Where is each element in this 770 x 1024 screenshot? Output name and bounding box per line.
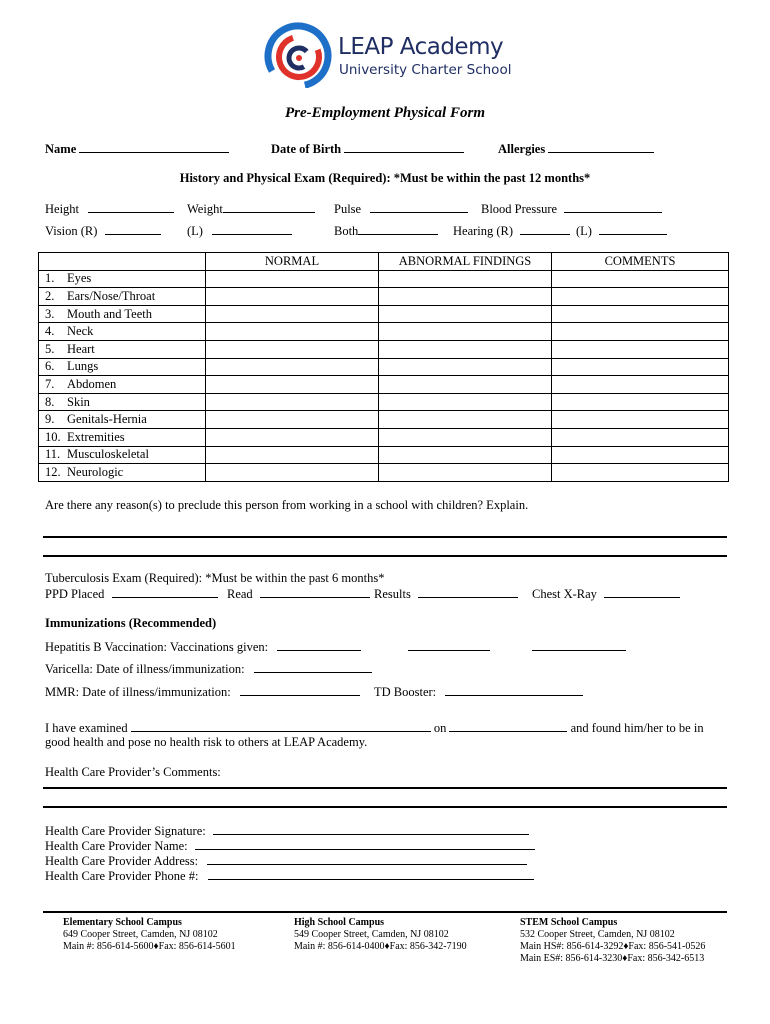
name-label: Name [45, 142, 77, 156]
hepatitis-b-dose-3[interactable] [532, 639, 626, 655]
provider-name-field[interactable] [45, 838, 535, 854]
explain-line-1[interactable] [43, 536, 727, 538]
comments-cell[interactable] [552, 305, 729, 323]
vision-right-label: Vision (R) [45, 224, 98, 238]
footer-elementary-address: 649 Cooper Street, Camden, NJ 08102 [63, 929, 218, 940]
abnormal-findings-cell[interactable] [379, 305, 552, 323]
footer-stem-title: STEM School Campus [520, 917, 618, 928]
provider-signature-field[interactable] [45, 823, 529, 839]
explain-line-2[interactable] [43, 555, 727, 557]
normal-cell[interactable] [206, 323, 379, 341]
provider-phone-field[interactable] [45, 868, 534, 884]
weight-field[interactable] [187, 201, 315, 217]
preclude-question: Are there any reason(s) to preclude this person from working in a school with children? Explain. [45, 498, 529, 512]
exam-item-label: Heart [67, 341, 95, 356]
normal-cell[interactable] [206, 270, 379, 288]
exam-item-label: Ears/Nose/Throat [67, 288, 156, 303]
chest-xray-field[interactable] [532, 586, 680, 602]
provider-address-field[interactable] [45, 853, 527, 869]
exam-item-label: Extremities [67, 429, 125, 444]
vision-both-field[interactable] [334, 223, 438, 239]
examined-line-2: good health and pose no health risk to others at LEAP Academy. [45, 735, 368, 749]
exam-item-cell [39, 428, 206, 446]
abnormal-findings-cell[interactable] [379, 270, 552, 288]
exam-item-cell [39, 340, 206, 358]
table-row [39, 411, 729, 429]
normal-cell[interactable] [206, 358, 379, 376]
table-row [39, 464, 729, 482]
varicella-label: Varicella: Date of illness/immunization: [45, 662, 245, 676]
abnormal-findings-cell[interactable] [379, 464, 552, 482]
exam-item-number: 8. [45, 394, 55, 409]
provider-phone-label: Health Care Provider Phone #: [45, 869, 199, 883]
examined-statement[interactable] [45, 720, 704, 736]
normal-cell[interactable] [206, 411, 379, 429]
exam-item-cell [39, 446, 206, 464]
dob-field[interactable] [271, 141, 464, 157]
normal-cell[interactable] [206, 376, 379, 394]
hepatitis-b-dose-2[interactable] [408, 639, 490, 655]
footer-divider [43, 911, 727, 913]
td-booster-label: TD Booster: [374, 685, 437, 699]
table-row [39, 446, 729, 464]
exam-item-number: 1. [45, 271, 55, 286]
tb-heading: Tuberculosis Exam (Required): *Must be within the past 6 months* [45, 571, 385, 585]
exam-item-label: Genitals-Hernia [67, 412, 147, 427]
comments-cell[interactable] [552, 358, 729, 376]
abnormal-findings-cell[interactable] [379, 446, 552, 464]
exam-item-number: 12. [45, 464, 61, 479]
exam-item-label: Neck [67, 324, 94, 339]
hearing-left-label: (L) [576, 224, 592, 238]
comments-cell[interactable] [552, 428, 729, 446]
hepatitis-b-label: Hepatitis B Vaccination: Vaccinations given: [45, 640, 269, 654]
exam-item-cell [39, 305, 206, 323]
normal-cell[interactable] [206, 464, 379, 482]
chest-xray-label: Chest X-Ray [532, 587, 597, 601]
table-row [39, 270, 729, 288]
hepatitis-b-field[interactable] [45, 639, 361, 655]
footer-high-school [294, 917, 467, 953]
exam-item-cell [39, 411, 206, 429]
spiral-logo-icon [262, 22, 332, 88]
footer-high-school-title: High School Campus [294, 917, 385, 928]
footer-elementary [63, 917, 236, 953]
dob-label: Date of Birth [271, 142, 342, 156]
abnormal-findings-cell[interactable] [379, 323, 552, 341]
table-header-normal: NORMAL [206, 253, 379, 271]
provider-name-label: Health Care Provider Name: [45, 839, 188, 853]
exam-item-cell [39, 464, 206, 482]
comments-cell[interactable] [552, 340, 729, 358]
exam-item-label: Abdomen [67, 376, 117, 391]
exam-item-label: Mouth and Teeth [67, 306, 152, 321]
table-header-blank [39, 253, 206, 271]
exam-item-cell [39, 358, 206, 376]
table-row [39, 323, 729, 341]
allergies-label: Allergies [498, 142, 546, 156]
comments-line-2[interactable] [43, 806, 727, 808]
comments-cell[interactable] [552, 270, 729, 288]
exam-item-number: 2. [45, 288, 55, 303]
immunizations-heading: Immunizations (Recommended) [45, 616, 217, 630]
comments-cell[interactable] [552, 376, 729, 394]
exam-item-number: 7. [45, 376, 55, 391]
abnormal-findings-cell[interactable] [379, 340, 552, 358]
exam-item-number: 4. [45, 324, 55, 339]
abnormal-findings-cell[interactable] [379, 428, 552, 446]
normal-cell[interactable] [206, 428, 379, 446]
abnormal-findings-cell[interactable] [379, 288, 552, 306]
exam-item-number: 6. [45, 359, 55, 374]
hearing-right-field[interactable] [453, 223, 570, 239]
normal-cell[interactable] [206, 288, 379, 306]
allergies-field[interactable] [498, 141, 654, 157]
abnormal-findings-cell[interactable] [379, 411, 552, 429]
table-row [39, 393, 729, 411]
varicella-field[interactable] [45, 661, 372, 677]
normal-cell[interactable] [206, 446, 379, 464]
exam-item-number: 9. [45, 412, 55, 427]
exam-item-number: 5. [45, 341, 55, 356]
table-row [39, 288, 729, 306]
comments-cell[interactable] [552, 288, 729, 306]
mmr-label: MMR: Date of illness/immunization: [45, 685, 231, 699]
examined-prefix: I have examined [45, 721, 128, 735]
ppd-results-field[interactable] [374, 586, 518, 602]
mmr-field[interactable] [45, 684, 360, 700]
height-field[interactable] [45, 201, 174, 217]
abnormal-findings-cell[interactable] [379, 393, 552, 411]
footer-stem [520, 917, 705, 965]
provider-address-label: Health Care Provider Address: [45, 854, 199, 868]
footer-elementary-phone: Main #: 856-614-5600♦Fax: 856-614-5601 [63, 941, 236, 952]
exam-item-cell [39, 376, 206, 394]
table-row [39, 340, 729, 358]
table-row [39, 428, 729, 446]
comments-cell[interactable] [552, 411, 729, 429]
ppd-read-label: Read [227, 587, 253, 601]
provider-signature-label: Health Care Provider Signature: [45, 824, 206, 838]
footer-stem-address: 532 Cooper Street, Camden, NJ 08102 [520, 929, 675, 940]
footer-elementary-title: Elementary School Campus [63, 917, 182, 928]
exam-item-cell [39, 270, 206, 288]
physical-exam-table [38, 252, 729, 482]
td-booster-field[interactable] [374, 684, 583, 700]
vision-left-field[interactable] [187, 223, 292, 239]
table-header-row [39, 253, 729, 271]
examined-suffix: and found him/her to be in [570, 721, 704, 735]
blood-pressure-label: Blood Pressure [481, 202, 558, 216]
examined-on: on [433, 721, 447, 735]
ppd-results-label: Results [374, 587, 411, 601]
exam-item-number: 11. [45, 447, 61, 462]
logo-subtitle: University Charter School [339, 62, 512, 78]
hearing-right-label: Hearing (R) [453, 224, 514, 238]
vision-right-field[interactable] [45, 223, 161, 239]
normal-cell[interactable] [206, 393, 379, 411]
exam-item-cell [39, 323, 206, 341]
comments-cell[interactable] [552, 393, 729, 411]
footer-stem-phone-es: Main ES#: 856-614-3230♦Fax: 856-342-6513 [520, 953, 705, 964]
normal-cell[interactable] [206, 305, 379, 323]
ppd-placed-field[interactable] [45, 586, 218, 602]
vision-left-label: (L) [187, 224, 203, 238]
table-header-comments: COMMENTS [552, 253, 729, 271]
name-field[interactable] [45, 141, 229, 157]
exam-item-label: Neurologic [67, 464, 124, 479]
weight-label: Weight [187, 202, 223, 216]
ppd-read-field[interactable] [227, 586, 370, 602]
comments-line-1[interactable] [43, 787, 727, 789]
footer-high-school-address: 549 Cooper Street, Camden, NJ 08102 [294, 929, 449, 940]
comments-cell[interactable] [552, 323, 729, 341]
height-label: Height [45, 202, 80, 216]
vision-both-label: Both [334, 224, 359, 238]
exam-item-number: 3. [45, 306, 55, 321]
table-row [39, 358, 729, 376]
exam-item-label: Musculoskeletal [67, 447, 149, 462]
abnormal-findings-cell[interactable] [379, 358, 552, 376]
exam-item-cell [39, 288, 206, 306]
table-row [39, 376, 729, 394]
exam-item-label: Skin [67, 394, 90, 409]
provider-comments-label: Health Care Provider’s Comments: [45, 765, 221, 779]
blood-pressure-field[interactable] [481, 201, 662, 217]
pulse-label: Pulse [334, 202, 362, 216]
comments-cell[interactable] [552, 464, 729, 482]
hearing-left-field[interactable] [576, 223, 667, 239]
comments-cell[interactable] [552, 446, 729, 464]
abnormal-findings-cell[interactable] [379, 376, 552, 394]
form-title: Pre-Employment Physical Form [285, 105, 485, 121]
logo-name: LEAP Academy [338, 34, 504, 60]
exam-item-number: 10. [45, 429, 61, 444]
exam-item-label: Lungs [67, 359, 99, 374]
exam-item-cell [39, 393, 206, 411]
normal-cell[interactable] [206, 340, 379, 358]
ppd-placed-label: PPD Placed [45, 587, 105, 601]
exam-heading: History and Physical Exam (Required): *Must be within the past 12 months* [179, 171, 591, 185]
exam-item-label: Eyes [67, 271, 92, 286]
table-row [39, 305, 729, 323]
table-header-abnormal: ABNORMAL FINDINGS [379, 253, 552, 271]
footer-high-school-phone: Main #: 856-614-0400♦Fax: 856-342-7190 [294, 941, 467, 952]
pulse-field[interactable] [334, 201, 468, 217]
footer-stem-phone-hs: Main HS#: 856-614-3292♦Fax: 856-541-0526 [520, 941, 706, 952]
